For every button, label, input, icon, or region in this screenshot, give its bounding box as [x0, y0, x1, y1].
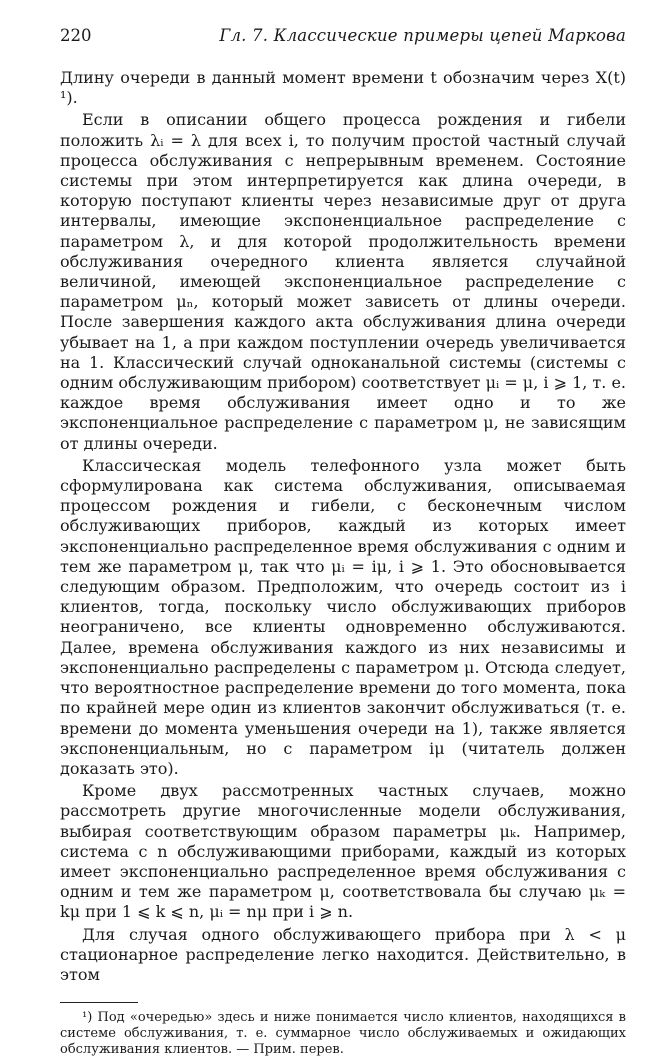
paragraph-5: Для случая одного обслуживающего прибора при λ < μ стационарное распределение легко находится. Действительно, в этом: [60, 924, 626, 984]
body-text: [60, 68, 626, 985]
paragraph-2: Если в описании общего процесса рождения и гибели положить λᵢ = λ для всех i, то получим простой частный случай процесса обслуживания с непрерывным временем. Состояние системы при этом интерпретируется как длина очереди, в которую поступают клиенты через независимые друг от друга интервалы, имеющие экспоненциальное распределение с параметром λ, и для которой продолжительность времени обслуживания очередного клиента является случайной величиной, имеющей экспоненциальное распределение с параметром μₙ, который может зависеть от длины очереди. После завершения каждого акта обслуживания длина очереди убывает на 1, а при каждом поступлении очередь увеличивается на 1. Классический случай одноканальной системы (системы с одним обслуживающим прибором) соответствует μᵢ = μ, i ⩾ 1, т. е. каждое время обслуживания имеет одно и то же экспоненциальное распределение с параметром μ, не зависящим от длины очереди.: [60, 110, 626, 453]
paragraph-1: Длину очереди в данный момент времени t обозначим через X(t) ¹).: [60, 68, 626, 108]
paragraph-3: Классическая модель телефонного узла может быть сформулирована как система обслуживания, описываемая процессом рождения и гибели, с бесконечным числом обслуживающих приборов, каждый из которых имеет экспоненциально распределенное время обслуживания с одним и тем же параметром μ, так что μᵢ = iμ, i ⩾ 1. Это обосновывается следующим образом. Предположим, что очередь состоит из i клиентов, тогда, поскольку число обслуживающих приборов неограничено, все клиенты одновременно обслуживаются. Далее, времена обслуживания каждого из них независимы и экспоненциально распределены с параметром μ. Отсюда следует, что вероятностное распределение времени до того момента, пока по крайней мере один из клиентов закончит обслуживаться (т. е. времени до момента уменьшения очереди на 1), также является экспоненциальным, но с параметром iμ (читатель должен доказать это).: [60, 455, 626, 778]
footnote: ¹) Под «очередью» здесь и ниже понимается число клиентов, находящихся в системе обслуживания, т. е. суммарное число обслуживаемых и ожидающих обслуживания клиентов. — Прим. перев.: [60, 1010, 626, 1058]
page-number: 220: [60, 26, 92, 45]
running-title: Гл. 7. Классические примеры цепей Маркова: [219, 26, 626, 45]
page-header: [60, 26, 626, 52]
paragraph-4: Кроме двух рассмотренных частных случаев, можно рассмотреть другие многочисленные модели обслуживания, выбирая соответствующим образом параметры μₖ. Например, система с n обслуживающими приборами, каждый из которых имеет экспоненциально распределенное время обслуживания с одним и тем же параметром μ, соответствовала бы случаю μₖ = kμ при 1 ⩽ k ⩽ n, μᵢ = nμ при i ⩾ n.: [60, 781, 626, 922]
footnote-rule: [60, 1002, 138, 1003]
book-page: [60, 26, 626, 1058]
